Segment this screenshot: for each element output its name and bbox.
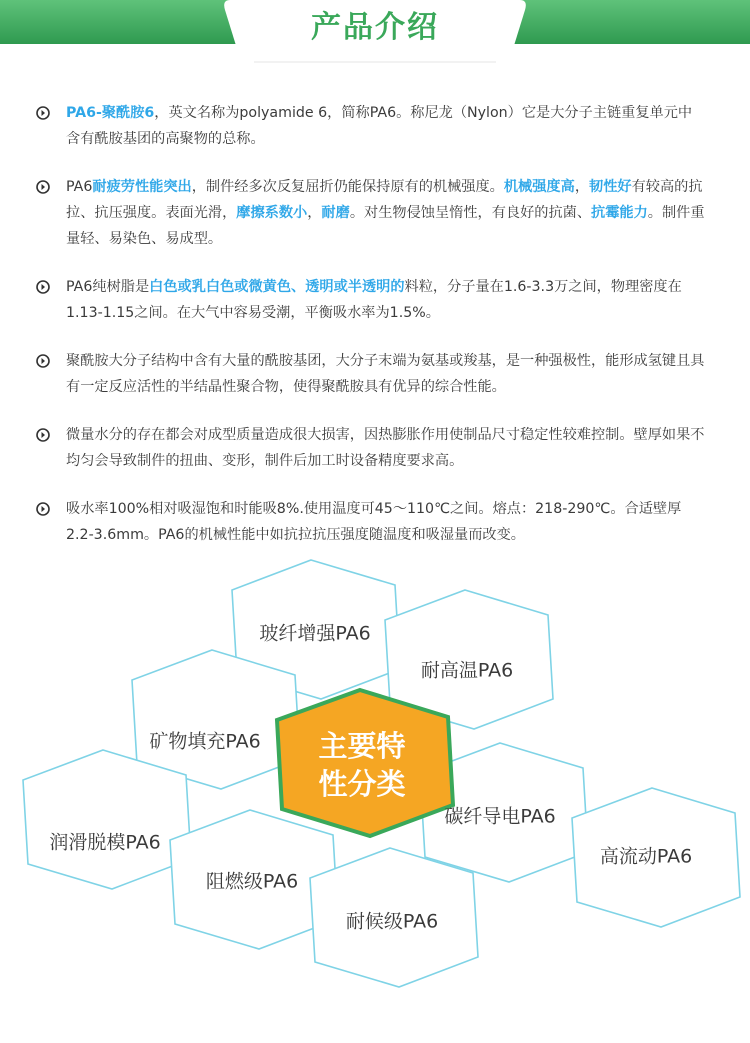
hex-label-high-flow: 高流动PA6 — [599, 845, 693, 868]
body-text: PA6 — [66, 179, 93, 195]
hex-label-glass-fiber: 玻纤增强PA6 — [259, 622, 371, 645]
highlight-text: PA6-聚酰胺6 — [66, 105, 155, 121]
hex-label-lubricated: 润滑脱模PA6 — [49, 831, 161, 854]
highlight-text: 摩擦系数小 — [236, 205, 308, 221]
body-text: 微量水分的存在都会对成型质量造成很大损害，因热膨胀作用使制品尺寸稳定性较难控制。壁厚如果不均匀会导致制件的扭曲、变形，制件后加工时设备精度要求高。 — [66, 427, 705, 469]
body-text: ， — [307, 205, 322, 221]
highlight-text: 耐疲劳性能突出 — [92, 179, 192, 195]
product-description-list — [36, 100, 706, 548]
center-label-line-2: 性分类 — [318, 767, 406, 801]
highlight-text: 抗霉能力 — [591, 205, 648, 221]
description-item — [36, 348, 706, 400]
body-text: ，制件经多次反复屈折仍能保持原有的机械强度。 — [191, 179, 504, 195]
header-banner — [0, 0, 750, 70]
highlight-text: 韧性好 — [589, 179, 632, 195]
description-item — [36, 274, 706, 326]
body-text: 吸水率100%相对吸湿饱和时能吸8%.使用温度可45～110℃之间。熔点：218-290℃。合适壁厚2.2-3.6mm。PA6的机械性能中如抗拉抗压强度随温度和吸湿量而改变。 — [66, 501, 682, 543]
description-item — [36, 496, 706, 548]
body-text: ，英文名称为polyamide 6，简称PA6。称尼龙（Nylon）它是大分子主链重复单元中含有酰胺基团的高聚物的总称。 — [66, 105, 693, 147]
classification-diagram — [0, 545, 750, 1039]
circle-arrow-icon — [36, 106, 50, 120]
hex-label-carbon-conductive: 碳纤导电PA6 — [444, 805, 556, 828]
highlight-text: 机械强度高 — [503, 179, 575, 195]
hex-lubricated — [23, 750, 191, 889]
body-text: PA6纯树脂是 — [66, 279, 150, 295]
body-text: 有较高的抗拉、抗压强度。表面光滑， — [66, 179, 703, 221]
circle-arrow-icon — [36, 428, 50, 442]
body-text: 聚酰胺大分子结构中含有大量的酰胺基团，大分子末端为氨基或羧基，是一种强极性，能形成氢键且具有一定反应活性的半结晶性聚合物，使得聚酰胺具有优异的综合性能。 — [66, 353, 705, 395]
circle-arrow-icon — [36, 354, 50, 368]
center-label-line-1: 主要特 — [318, 729, 406, 763]
body-text: 料粒，分子量在1.6-3.3万之间，物理密度在1.13-1.15之间。在大气中容易受潮，平衡吸水率为1.5%。 — [66, 279, 682, 321]
body-text: ， — [574, 179, 590, 195]
circle-arrow-icon — [36, 280, 50, 294]
page-title: 产品介绍 — [311, 10, 439, 45]
highlight-text: 耐磨 — [321, 205, 350, 221]
description-item — [36, 174, 706, 252]
body-text: 。制件重量轻、易染色、易成型。 — [66, 205, 705, 247]
description-item — [36, 100, 706, 152]
hex-label-weather-resistant: 耐候级PA6 — [345, 910, 439, 933]
circle-arrow-icon — [36, 502, 50, 516]
body-text: 。对生物侵蚀呈惰性，有良好的抗菌、 — [349, 205, 592, 221]
hex-label-high-temp: 耐高温PA6 — [420, 659, 514, 682]
circle-arrow-icon — [36, 180, 50, 194]
center-hex-label — [292, 727, 432, 803]
hex-label-flame-retardant: 阻燃级PA6 — [205, 870, 299, 893]
description-item — [36, 422, 706, 474]
hex-label-mineral-filled: 矿物填充PA6 — [149, 730, 261, 753]
highlight-text: 白色或乳白色或微黄色、透明或半透明的 — [149, 279, 405, 295]
